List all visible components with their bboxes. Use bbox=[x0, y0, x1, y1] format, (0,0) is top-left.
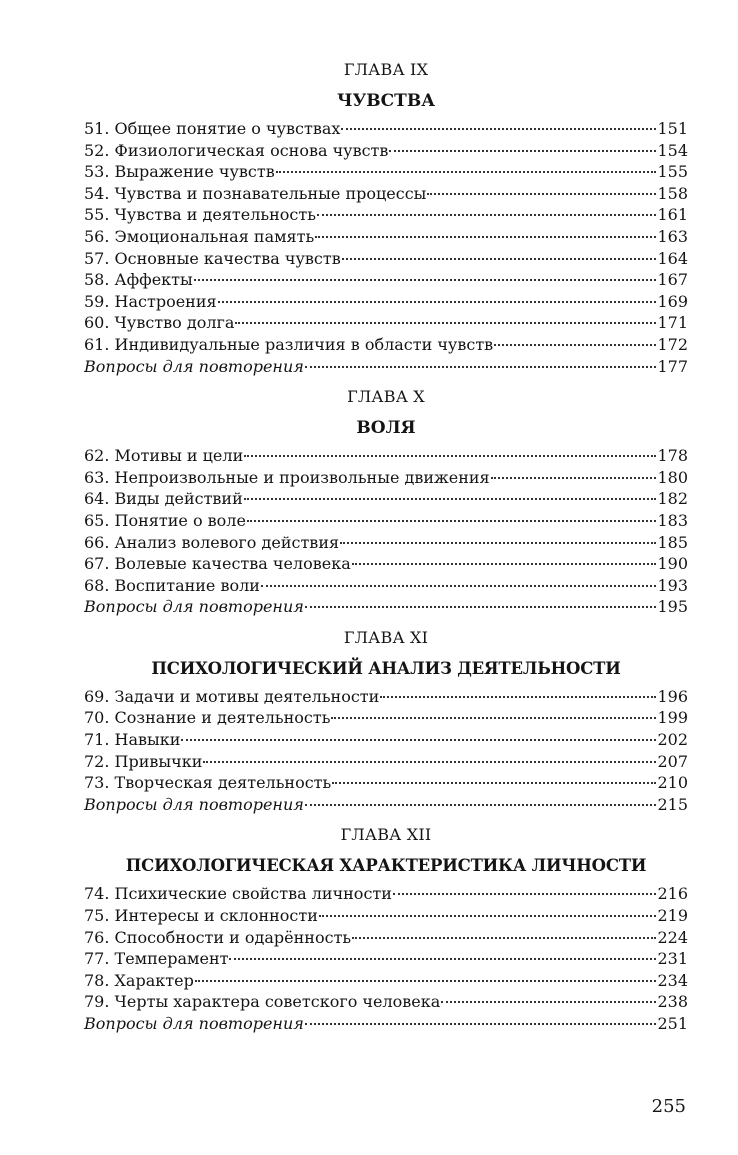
chapter-title: ПСИХОЛОГИЧЕСКАЯ ХАРАКТЕРИСТИКА ЛИЧНОСТИ bbox=[125, 856, 647, 876]
toc-entry[interactable] bbox=[84, 269, 688, 291]
entry-title: 78. Характер bbox=[84, 970, 194, 990]
toc-entry[interactable] bbox=[84, 291, 688, 313]
dot-leader bbox=[261, 583, 657, 587]
chapter-10 bbox=[84, 385, 688, 618]
chapter-title: ЧУВСТВА bbox=[336, 91, 436, 111]
toc-entry[interactable] bbox=[84, 248, 688, 270]
toc-entry[interactable] bbox=[84, 575, 688, 597]
entry-title: 65. Понятие о воле bbox=[84, 510, 246, 530]
entry-title: Вопросы для повторения bbox=[84, 597, 304, 617]
entry-title: 53. Выражение чувств bbox=[84, 162, 275, 182]
dot-leader bbox=[194, 277, 657, 281]
entry-title: 51. Общее понятие о чувствах bbox=[84, 119, 341, 138]
dot-leader bbox=[244, 496, 657, 500]
dot-leader bbox=[340, 540, 656, 544]
dot-leader bbox=[494, 342, 656, 346]
entry-title: 61. Индивидуальные различия в области чувств bbox=[84, 334, 494, 354]
entry-title: 58. Аффекты bbox=[84, 270, 193, 290]
entry-title: 67. Волевые качества человека bbox=[84, 554, 351, 574]
entry-page: 202 bbox=[657, 730, 688, 750]
dot-leader bbox=[331, 715, 656, 719]
entry-title: 55. Чувства и деятельность bbox=[84, 205, 316, 225]
dot-leader bbox=[352, 935, 656, 939]
toc-entry[interactable] bbox=[84, 729, 688, 751]
dot-leader bbox=[247, 518, 657, 522]
chapter-title: ВОЛЯ bbox=[356, 418, 416, 439]
entry-title: 71. Навыки bbox=[84, 730, 181, 750]
entry-page: 163 bbox=[657, 226, 688, 246]
dot-leader bbox=[195, 978, 657, 982]
toc-entry[interactable] bbox=[84, 488, 688, 510]
dot-leader bbox=[319, 913, 657, 917]
entry-title: 52. Физиологическая основа чувств bbox=[84, 140, 389, 160]
dot-leader bbox=[235, 320, 656, 324]
entry-page: 177 bbox=[657, 356, 688, 376]
dot-leader bbox=[389, 148, 656, 152]
toc-entry[interactable] bbox=[84, 161, 688, 183]
entry-title: 56. Эмоциональная память bbox=[84, 226, 315, 246]
entry-page: 193 bbox=[657, 575, 688, 595]
entry-title: Вопросы для повторения bbox=[84, 356, 304, 376]
toc-list bbox=[84, 883, 688, 1034]
entry-page: 167 bbox=[657, 270, 688, 290]
chapter-title: ПСИХОЛОГИЧЕСКИЙ АНАЛИЗ ДЕЯТЕЛЬНОСТИ bbox=[151, 658, 621, 678]
entry-title: Вопросы для повторения bbox=[84, 1014, 304, 1033]
entry-page: 185 bbox=[657, 532, 688, 552]
entry-page: 216 bbox=[657, 884, 688, 904]
dot-leader bbox=[332, 780, 656, 784]
entry-title: 62. Мотивы и цели bbox=[84, 446, 244, 466]
entry-page: 238 bbox=[657, 992, 688, 1012]
entry-title: 76. Способности и одарённость bbox=[84, 927, 352, 947]
toc-list bbox=[84, 118, 688, 377]
dot-leader bbox=[427, 191, 656, 195]
entry-page: 219 bbox=[657, 906, 688, 926]
page-number: 255 bbox=[651, 1096, 686, 1117]
toc-entry[interactable] bbox=[84, 948, 688, 970]
entry-page: 169 bbox=[657, 291, 688, 311]
chapter-12 bbox=[84, 823, 688, 1034]
toc-entry-review[interactable] bbox=[84, 356, 688, 378]
dot-leader bbox=[393, 891, 657, 895]
toc-entry[interactable] bbox=[84, 445, 688, 467]
table-of-contents bbox=[84, 58, 688, 1035]
entry-page: 196 bbox=[657, 686, 688, 706]
dot-leader bbox=[305, 802, 657, 806]
entry-title: 57. Основные качества чувств bbox=[84, 248, 341, 268]
entry-page: 195 bbox=[657, 597, 688, 617]
toc-entry[interactable] bbox=[84, 334, 688, 356]
entry-page: 182 bbox=[657, 489, 688, 509]
entry-title: 64. Виды действий bbox=[84, 489, 243, 509]
entry-page: 215 bbox=[657, 794, 688, 814]
toc-entry[interactable] bbox=[84, 751, 688, 773]
chapter-label: ГЛАВА IX bbox=[343, 60, 429, 79]
entry-title: 63. Непроизвольные и произвольные движения bbox=[84, 467, 490, 487]
toc-entry[interactable] bbox=[84, 553, 688, 575]
toc-entry[interactable] bbox=[84, 183, 688, 205]
entry-page: 155 bbox=[657, 162, 688, 182]
entry-title: 70. Сознание и деятельность bbox=[84, 708, 331, 728]
entry-title: 73. Творческая деятельность bbox=[84, 773, 332, 793]
entry-page: 172 bbox=[657, 334, 688, 354]
dot-leader bbox=[203, 759, 656, 763]
dot-leader bbox=[218, 299, 657, 303]
dot-leader bbox=[244, 453, 656, 457]
dot-leader bbox=[342, 256, 657, 260]
entry-page: 224 bbox=[657, 927, 688, 947]
entry-page: 199 bbox=[657, 708, 688, 728]
entry-page: 158 bbox=[657, 183, 688, 203]
entry-title: 75. Интересы и склонности bbox=[84, 906, 318, 926]
entry-page: 154 bbox=[657, 140, 688, 160]
entry-page: 210 bbox=[657, 773, 688, 793]
entry-title: 72. Привычки bbox=[84, 751, 203, 771]
entry-page: 178 bbox=[657, 446, 688, 466]
chapter-11 bbox=[84, 626, 688, 816]
entry-title: Вопросы для повторения bbox=[84, 794, 304, 814]
chapter-9 bbox=[84, 58, 688, 377]
toc-entry[interactable] bbox=[84, 991, 688, 1013]
entry-page: 234 bbox=[657, 970, 688, 990]
entry-title: 69. Задачи и мотивы деятельности bbox=[84, 686, 380, 706]
dot-leader bbox=[491, 475, 657, 479]
entry-page: 151 bbox=[657, 119, 688, 138]
entry-page: 183 bbox=[657, 510, 688, 530]
dot-leader bbox=[380, 694, 656, 698]
dot-leader bbox=[441, 999, 656, 1003]
dot-leader bbox=[181, 737, 656, 741]
toc-entry-review[interactable] bbox=[84, 794, 688, 816]
toc-entry[interactable] bbox=[84, 883, 688, 905]
entry-page: 190 bbox=[657, 554, 688, 574]
entry-page: 180 bbox=[657, 467, 688, 487]
dot-leader bbox=[305, 1021, 657, 1025]
toc-entry[interactable] bbox=[84, 532, 688, 554]
dot-leader bbox=[352, 561, 657, 565]
dot-leader bbox=[315, 234, 656, 238]
dot-leader bbox=[229, 956, 656, 960]
dot-leader bbox=[305, 604, 657, 608]
entry-page: 231 bbox=[657, 949, 688, 969]
chapter-label: ГЛАВА XI bbox=[343, 627, 429, 647]
entry-title: 79. Черты характера советского человека bbox=[84, 992, 441, 1012]
toc-entry[interactable] bbox=[84, 707, 688, 729]
toc-entry[interactable] bbox=[84, 226, 688, 248]
entry-title: 54. Чувства и познавательные процессы bbox=[84, 183, 427, 203]
toc-entry[interactable] bbox=[84, 118, 688, 140]
chapter-label: ГЛАВА X bbox=[347, 387, 425, 407]
entry-title: 60. Чувство долга bbox=[84, 313, 235, 333]
toc-entry-review[interactable] bbox=[84, 1013, 688, 1035]
toc-entry[interactable] bbox=[84, 905, 688, 927]
entry-page: 207 bbox=[657, 751, 688, 771]
entry-title: 74. Психические свойства личности bbox=[84, 884, 392, 904]
entry-page: 164 bbox=[657, 248, 688, 268]
entry-page: 171 bbox=[657, 313, 688, 333]
toc-list bbox=[84, 445, 688, 618]
chapter-label: ГЛАВА XII bbox=[340, 825, 432, 845]
entry-title: 68. Воспитание воли bbox=[84, 575, 260, 595]
entry-page: 251 bbox=[657, 1014, 688, 1033]
toc-entry-review[interactable] bbox=[84, 596, 688, 618]
dot-leader bbox=[276, 169, 657, 173]
entry-title: 59. Настроения bbox=[84, 291, 217, 311]
toc-list bbox=[84, 686, 688, 816]
entry-title: 77. Темперамент bbox=[84, 949, 229, 969]
toc-entry[interactable] bbox=[84, 510, 688, 532]
toc-entry[interactable] bbox=[84, 204, 688, 226]
toc-entry[interactable] bbox=[84, 467, 688, 489]
entry-page: 161 bbox=[657, 205, 688, 225]
toc-entry[interactable] bbox=[84, 312, 688, 334]
dot-leader bbox=[317, 212, 657, 216]
toc-entry[interactable] bbox=[84, 927, 688, 949]
toc-entry[interactable] bbox=[84, 140, 688, 162]
dot-leader bbox=[341, 126, 656, 130]
toc-entry[interactable] bbox=[84, 970, 688, 992]
toc-entry[interactable] bbox=[84, 686, 688, 708]
toc-entry[interactable] bbox=[84, 772, 688, 794]
dot-leader bbox=[305, 364, 657, 368]
entry-title: 66. Анализ волевого действия bbox=[84, 532, 340, 552]
